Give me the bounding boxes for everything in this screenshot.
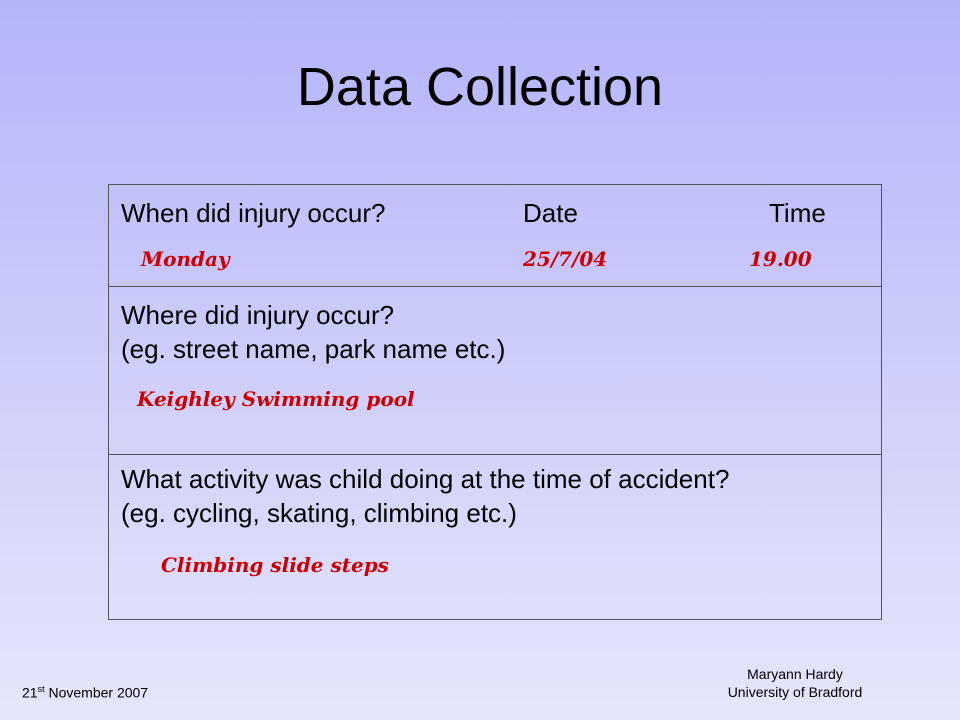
time-label: Time bbox=[769, 198, 826, 228]
footer-date-day: 21 bbox=[22, 684, 38, 701]
footer-date bbox=[22, 684, 148, 701]
slide-title: Data Collection bbox=[296, 57, 664, 117]
date-answer: 25/7/04 bbox=[523, 247, 608, 271]
where-hint: (eg. street name, park name etc.) bbox=[121, 334, 506, 364]
where-answer: Keighley Swimming pool bbox=[137, 387, 415, 411]
form-row-when bbox=[109, 185, 881, 287]
activity-answer: Climbing slide steps bbox=[161, 553, 389, 577]
footer-date-rest: November 2007 bbox=[44, 684, 149, 701]
form-row-activity bbox=[109, 455, 881, 621]
footer-credit bbox=[700, 665, 890, 701]
activity-question: What activity was child doing at the time of accident? bbox=[121, 464, 730, 494]
form-row-where bbox=[109, 287, 881, 455]
injury-data-form bbox=[108, 184, 882, 620]
time-answer: 19.00 bbox=[749, 247, 812, 271]
footer-author: Maryann Hardy bbox=[747, 666, 843, 682]
footer-date-suffix: st bbox=[37, 684, 45, 694]
where-question: Where did injury occur? bbox=[121, 300, 395, 330]
activity-hint: (eg. cycling, skating, climbing etc.) bbox=[121, 498, 517, 528]
when-question: When did injury occur? bbox=[121, 198, 386, 228]
day-answer: Monday bbox=[141, 247, 230, 271]
footer-institution: University of Bradford bbox=[727, 684, 863, 700]
date-label: Date bbox=[523, 198, 578, 228]
